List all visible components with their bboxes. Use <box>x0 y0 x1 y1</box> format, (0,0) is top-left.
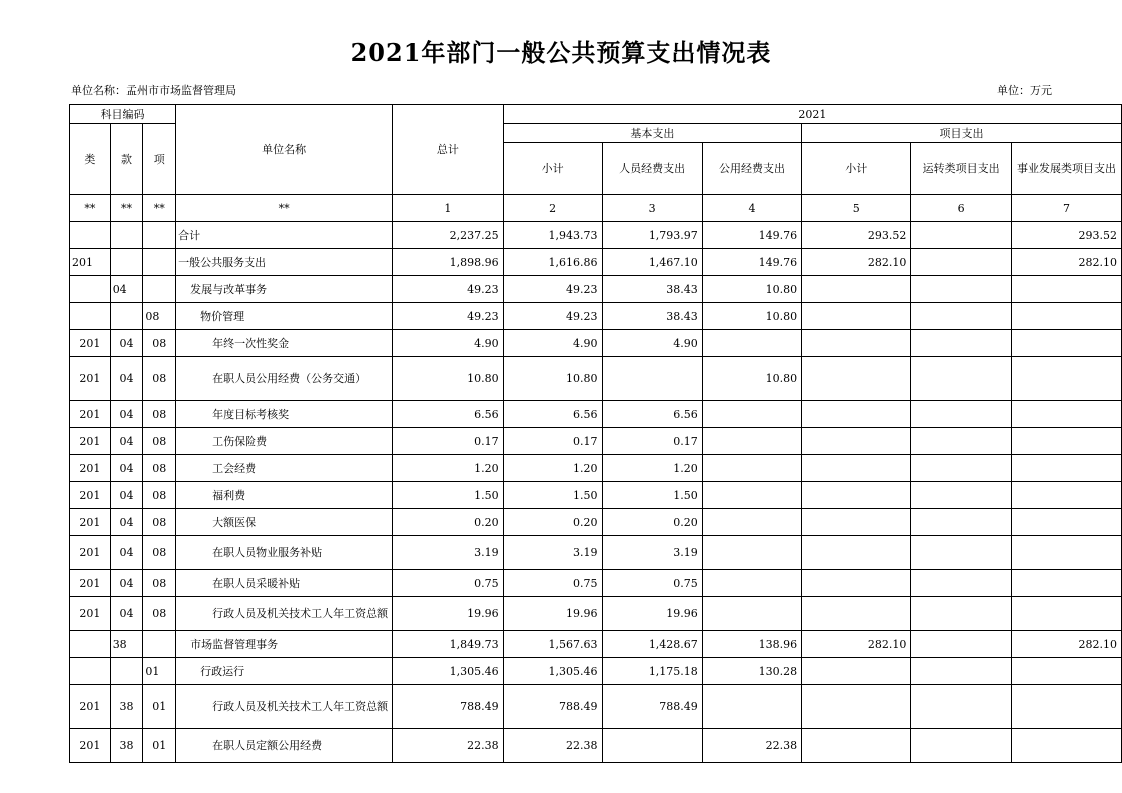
name-cell: 工会经费 <box>176 455 393 482</box>
total-cell: 10.80 <box>393 357 504 401</box>
kuan-cell: 04 <box>110 357 143 401</box>
name-cell: 行政人员及机关技术工人年工资总额 <box>176 685 393 729</box>
development-cell <box>1011 455 1121 482</box>
xiang-cell: 08 <box>143 536 176 570</box>
public-cell <box>702 401 801 428</box>
development-cell <box>1011 276 1121 303</box>
public-cell <box>702 509 801 536</box>
index-cell: ** <box>143 195 176 222</box>
table-row <box>70 276 1122 303</box>
kuan-cell: 04 <box>110 401 143 428</box>
kuan-header: 款 <box>110 124 143 195</box>
total-cell: 2,237.25 <box>393 222 504 249</box>
kuan-cell: 04 <box>110 570 143 597</box>
index-cell: 2 <box>503 195 602 222</box>
public-cell <box>702 482 801 509</box>
development-header: 事业发展类项目支出 <box>1011 143 1121 195</box>
basic-subtotal-cell: 1,943.73 <box>503 222 602 249</box>
kuan-cell: 04 <box>110 482 143 509</box>
unit-name-header: 单位名称 <box>176 105 393 195</box>
operation-cell <box>911 455 1012 482</box>
kuan-cell: 04 <box>110 597 143 631</box>
personnel-cell: 1,793.97 <box>602 222 702 249</box>
project-subtotal-cell <box>802 658 911 685</box>
name-cell: 合计 <box>176 222 393 249</box>
personnel-cell: 0.17 <box>602 428 702 455</box>
xiang-cell: 01 <box>143 658 176 685</box>
operation-cell <box>911 729 1012 763</box>
table-row <box>70 428 1122 455</box>
public-cell: 10.80 <box>702 303 801 330</box>
project-subtotal-cell <box>802 401 911 428</box>
total-cell: 22.38 <box>393 729 504 763</box>
operation-cell <box>911 428 1012 455</box>
table-row <box>70 570 1122 597</box>
lei-cell <box>70 658 111 685</box>
lei-cell: 201 <box>70 597 111 631</box>
index-cell: 6 <box>911 195 1012 222</box>
personnel-cell: 3.19 <box>602 536 702 570</box>
basic-subtotal-cell: 49.23 <box>503 303 602 330</box>
xiang-cell: 08 <box>143 401 176 428</box>
public-cell: 130.28 <box>702 658 801 685</box>
total-cell: 1.20 <box>393 455 504 482</box>
lei-cell: 201 <box>70 249 111 276</box>
lei-header: 类 <box>70 124 111 195</box>
subject-code-header: 科目编码 <box>70 105 176 124</box>
name-cell: 一般公共服务支出 <box>176 249 393 276</box>
public-cell: 138.96 <box>702 631 801 658</box>
name-cell: 年度目标考核奖 <box>176 401 393 428</box>
xiang-cell: 08 <box>143 428 176 455</box>
lei-cell: 201 <box>70 482 111 509</box>
personnel-cell: 1.20 <box>602 455 702 482</box>
kuan-cell: 38 <box>110 729 143 763</box>
kuan-cell: 04 <box>110 455 143 482</box>
xiang-cell: 08 <box>143 357 176 401</box>
basic-subtotal-cell: 0.20 <box>503 509 602 536</box>
total-cell: 4.90 <box>393 330 504 357</box>
project-subtotal-header: 小计 <box>802 143 911 195</box>
table-row <box>70 729 1122 763</box>
basic-subtotal-cell: 1,305.46 <box>503 658 602 685</box>
operation-cell <box>911 482 1012 509</box>
kuan-cell <box>110 658 143 685</box>
name-cell: 年终一次性奖金 <box>176 330 393 357</box>
operation-cell <box>911 509 1012 536</box>
public-cell <box>702 597 801 631</box>
kuan-cell: 04 <box>110 509 143 536</box>
xiang-cell: 08 <box>143 570 176 597</box>
name-cell: 在职人员公用经费（公务交通） <box>176 357 393 401</box>
total-cell: 1,898.96 <box>393 249 504 276</box>
name-cell: 福利费 <box>176 482 393 509</box>
lei-cell: 201 <box>70 570 111 597</box>
index-cell: ** <box>110 195 143 222</box>
name-cell: 在职人员物业服务补贴 <box>176 536 393 570</box>
public-cell: 149.76 <box>702 249 801 276</box>
basic-subtotal-cell: 10.80 <box>503 357 602 401</box>
name-cell: 物价管理 <box>176 303 393 330</box>
basic-subtotal-header: 小计 <box>503 143 602 195</box>
table-row <box>70 536 1122 570</box>
basic-subtotal-cell: 19.96 <box>503 597 602 631</box>
lei-cell: 201 <box>70 455 111 482</box>
development-cell <box>1011 658 1121 685</box>
table-row <box>70 482 1122 509</box>
total-cell: 49.23 <box>393 276 504 303</box>
basic-subtotal-cell: 0.75 <box>503 570 602 597</box>
development-cell <box>1011 729 1121 763</box>
development-cell: 282.10 <box>1011 249 1121 276</box>
public-header: 公用经费支出 <box>702 143 801 195</box>
personnel-cell: 0.20 <box>602 509 702 536</box>
project-subtotal-cell <box>802 428 911 455</box>
personnel-cell: 0.75 <box>602 570 702 597</box>
lei-cell <box>70 222 111 249</box>
project-subtotal-cell <box>802 303 911 330</box>
xiang-cell: 08 <box>143 455 176 482</box>
index-cell: ** <box>176 195 393 222</box>
xiang-cell: 08 <box>143 482 176 509</box>
operation-cell <box>911 570 1012 597</box>
lei-cell: 201 <box>70 330 111 357</box>
total-cell: 3.19 <box>393 536 504 570</box>
development-cell <box>1011 685 1121 729</box>
personnel-cell <box>602 729 702 763</box>
index-cell: 1 <box>393 195 504 222</box>
basic-subtotal-cell: 0.17 <box>503 428 602 455</box>
personnel-header: 人员经费支出 <box>602 143 702 195</box>
public-cell <box>702 685 801 729</box>
project-subtotal-cell <box>802 729 911 763</box>
index-cell: 5 <box>802 195 911 222</box>
development-cell <box>1011 536 1121 570</box>
kuan-cell <box>110 222 143 249</box>
table-row <box>70 330 1122 357</box>
project-subtotal-cell <box>802 482 911 509</box>
project-subtotal-cell <box>802 509 911 536</box>
table-row <box>70 685 1122 729</box>
total-cell: 6.56 <box>393 401 504 428</box>
name-cell: 市场监督管理事务 <box>176 631 393 658</box>
operation-cell <box>911 658 1012 685</box>
project-subtotal-cell <box>802 685 911 729</box>
lei-cell: 201 <box>70 428 111 455</box>
kuan-cell: 04 <box>110 536 143 570</box>
project-subtotal-cell: 293.52 <box>802 222 911 249</box>
personnel-cell: 4.90 <box>602 330 702 357</box>
table-row <box>70 357 1122 401</box>
basic-expense-header: 基本支出 <box>503 124 801 143</box>
project-subtotal-cell <box>802 276 911 303</box>
total-cell: 1.50 <box>393 482 504 509</box>
basic-subtotal-cell: 49.23 <box>503 276 602 303</box>
kuan-cell: 38 <box>110 685 143 729</box>
xiang-cell: 08 <box>143 330 176 357</box>
personnel-cell: 19.96 <box>602 597 702 631</box>
development-cell <box>1011 482 1121 509</box>
table-row <box>70 249 1122 276</box>
development-cell <box>1011 401 1121 428</box>
total-cell: 49.23 <box>393 303 504 330</box>
lei-cell <box>70 631 111 658</box>
total-cell: 1,305.46 <box>393 658 504 685</box>
basic-subtotal-cell: 1.50 <box>503 482 602 509</box>
public-cell: 10.80 <box>702 276 801 303</box>
project-subtotal-cell <box>802 455 911 482</box>
total-cell: 19.96 <box>393 597 504 631</box>
development-cell <box>1011 303 1121 330</box>
development-cell <box>1011 330 1121 357</box>
xiang-cell: 01 <box>143 729 176 763</box>
kuan-cell <box>110 249 143 276</box>
kuan-cell: 04 <box>110 330 143 357</box>
project-subtotal-cell <box>802 570 911 597</box>
personnel-cell <box>602 357 702 401</box>
public-cell: 22.38 <box>702 729 801 763</box>
development-cell <box>1011 357 1121 401</box>
name-cell: 在职人员定额公用经费 <box>176 729 393 763</box>
xiang-cell <box>143 222 176 249</box>
unit-label: 单位：万元 <box>997 84 1052 97</box>
name-cell: 行政运行 <box>176 658 393 685</box>
operation-cell <box>911 685 1012 729</box>
total-cell: 0.17 <box>393 428 504 455</box>
kuan-cell: 38 <box>110 631 143 658</box>
xiang-header: 项 <box>143 124 176 195</box>
name-cell: 发展与改革事务 <box>176 276 393 303</box>
xiang-cell <box>143 276 176 303</box>
basic-subtotal-cell: 1,567.63 <box>503 631 602 658</box>
personnel-cell: 1.50 <box>602 482 702 509</box>
personnel-cell: 1,467.10 <box>602 249 702 276</box>
public-cell: 10.80 <box>702 357 801 401</box>
basic-subtotal-cell: 3.19 <box>503 536 602 570</box>
operation-cell <box>911 222 1012 249</box>
xiang-cell <box>143 631 176 658</box>
public-cell <box>702 536 801 570</box>
table-row <box>70 455 1122 482</box>
basic-subtotal-cell: 22.38 <box>503 729 602 763</box>
xiang-cell <box>143 249 176 276</box>
index-cell: ** <box>70 195 111 222</box>
name-cell: 行政人员及机关技术工人年工资总额 <box>176 597 393 631</box>
lei-cell: 201 <box>70 536 111 570</box>
index-cell: 4 <box>702 195 801 222</box>
unit-name: 单位名称：孟州市市场监督管理局 <box>71 84 236 97</box>
kuan-cell: 04 <box>110 276 143 303</box>
table-row <box>70 401 1122 428</box>
public-cell: 149.76 <box>702 222 801 249</box>
operation-cell <box>911 276 1012 303</box>
kuan-cell: 04 <box>110 428 143 455</box>
development-cell: 293.52 <box>1011 222 1121 249</box>
development-cell <box>1011 570 1121 597</box>
xiang-cell: 08 <box>143 509 176 536</box>
total-header: 总计 <box>393 105 504 195</box>
project-subtotal-cell <box>802 536 911 570</box>
project-expense-header: 项目支出 <box>802 124 1122 143</box>
basic-subtotal-cell: 4.90 <box>503 330 602 357</box>
table-row <box>70 597 1122 631</box>
personnel-cell: 788.49 <box>602 685 702 729</box>
operation-cell <box>911 249 1012 276</box>
budget-table <box>69 104 1122 763</box>
personnel-cell: 6.56 <box>602 401 702 428</box>
basic-subtotal-cell: 1.20 <box>503 455 602 482</box>
basic-subtotal-cell: 788.49 <box>503 685 602 729</box>
public-cell <box>702 570 801 597</box>
lei-cell <box>70 303 111 330</box>
operation-cell <box>911 631 1012 658</box>
total-cell: 1,849.73 <box>393 631 504 658</box>
personnel-cell: 38.43 <box>602 276 702 303</box>
operation-header: 运转类项目支出 <box>911 143 1012 195</box>
personnel-cell: 1,428.67 <box>602 631 702 658</box>
personnel-cell: 38.43 <box>602 303 702 330</box>
table-row <box>70 303 1122 330</box>
year-header: 2021 <box>503 105 1121 124</box>
name-cell: 大额医保 <box>176 509 393 536</box>
operation-cell <box>911 303 1012 330</box>
name-cell: 在职人员采暖补贴 <box>176 570 393 597</box>
lei-cell: 201 <box>70 509 111 536</box>
public-cell <box>702 455 801 482</box>
table-row <box>70 509 1122 536</box>
operation-cell <box>911 401 1012 428</box>
basic-subtotal-cell: 1,616.86 <box>503 249 602 276</box>
table-row <box>70 658 1122 685</box>
lei-cell: 201 <box>70 685 111 729</box>
kuan-cell <box>110 303 143 330</box>
xiang-cell: 08 <box>143 597 176 631</box>
operation-cell <box>911 357 1012 401</box>
development-cell <box>1011 428 1121 455</box>
development-cell: 282.10 <box>1011 631 1121 658</box>
lei-cell <box>70 276 111 303</box>
operation-cell <box>911 330 1012 357</box>
operation-cell <box>911 597 1012 631</box>
index-cell: 3 <box>602 195 702 222</box>
project-subtotal-cell <box>802 357 911 401</box>
lei-cell: 201 <box>70 357 111 401</box>
lei-cell: 201 <box>70 401 111 428</box>
index-row <box>70 195 1122 222</box>
total-cell: 0.20 <box>393 509 504 536</box>
xiang-cell: 01 <box>143 685 176 729</box>
page-title: 2021年部门一般公共预算支出情况表 <box>350 38 772 67</box>
name-cell: 工伤保险费 <box>176 428 393 455</box>
total-cell: 788.49 <box>393 685 504 729</box>
project-subtotal-cell <box>802 597 911 631</box>
development-cell <box>1011 509 1121 536</box>
index-cell: 7 <box>1011 195 1121 222</box>
development-cell <box>1011 597 1121 631</box>
project-subtotal-cell <box>802 330 911 357</box>
lei-cell: 201 <box>70 729 111 763</box>
xiang-cell: 08 <box>143 303 176 330</box>
personnel-cell: 1,175.18 <box>602 658 702 685</box>
project-subtotal-cell: 282.10 <box>802 631 911 658</box>
table-row <box>70 222 1122 249</box>
public-cell <box>702 330 801 357</box>
table-row <box>70 631 1122 658</box>
public-cell <box>702 428 801 455</box>
project-subtotal-cell: 282.10 <box>802 249 911 276</box>
basic-subtotal-cell: 6.56 <box>503 401 602 428</box>
operation-cell <box>911 536 1012 570</box>
total-cell: 0.75 <box>393 570 504 597</box>
